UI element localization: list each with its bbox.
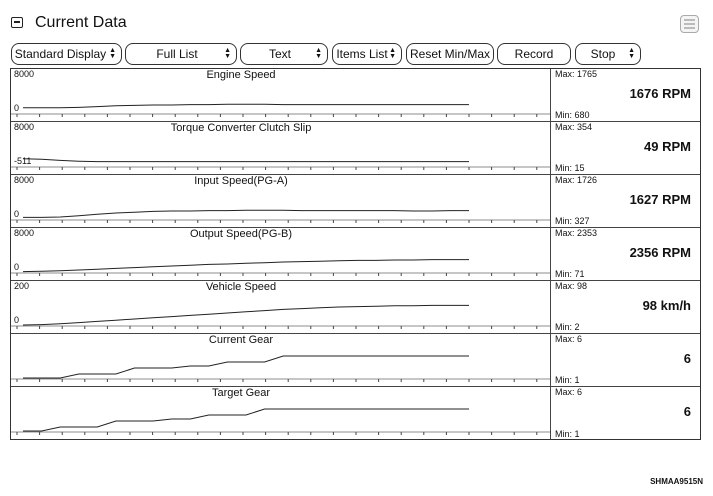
window-title: Current Data	[35, 14, 127, 31]
list-select[interactable]	[125, 43, 237, 65]
value-panel	[552, 69, 700, 121]
parameter-name: Engine Speed	[206, 69, 276, 81]
current-value: 6	[683, 351, 691, 366]
record-label: Record	[514, 47, 554, 61]
record-button[interactable]	[497, 43, 571, 65]
updown-icon: ▲ ▼	[109, 47, 116, 60]
value-panel	[552, 387, 700, 440]
min-label: Min: 15	[555, 163, 585, 173]
max-label: Max: 6	[555, 387, 583, 397]
scale-min-label: 0	[14, 103, 20, 113]
items-list-select[interactable]	[332, 43, 402, 65]
current-value: 98 km/h	[642, 298, 691, 313]
title-bar	[8, 8, 703, 38]
scale-min-label: 0	[14, 262, 20, 272]
trace-line	[23, 356, 469, 378]
scale-max-label: 8000	[14, 175, 35, 185]
value-panel	[552, 228, 700, 280]
trend-chart	[11, 69, 551, 121]
trend-chart	[11, 175, 551, 227]
data-row[interactable]	[11, 228, 700, 281]
trace-line	[23, 210, 469, 217]
trend-chart	[11, 281, 551, 333]
items-list-label: Items List	[336, 47, 388, 61]
min-label: Min: 2	[555, 322, 580, 332]
trend-graph	[11, 69, 551, 121]
trend-graph	[11, 334, 551, 386]
trend-graph	[11, 281, 551, 333]
trace-line	[23, 409, 469, 431]
parameter-name: Output Speed(PG-B)	[189, 228, 293, 240]
updown-icon: ▲ ▼	[315, 47, 322, 60]
figure-code: SHMAA9515N	[650, 477, 703, 486]
trace-line	[23, 159, 469, 162]
max-label: Max: 354	[555, 122, 593, 132]
scale-max-label: 8000	[14, 122, 35, 132]
min-label: Min: 71	[555, 269, 585, 279]
current-value: 6	[683, 404, 691, 419]
value-panel	[552, 281, 700, 333]
toolbar	[11, 43, 701, 65]
trace-line	[23, 260, 469, 272]
data-row[interactable]	[11, 281, 700, 334]
value-panel	[552, 175, 700, 227]
parameter-name: Input Speed(PG-A)	[194, 175, 288, 187]
data-row[interactable]	[11, 387, 700, 440]
data-row[interactable]	[11, 175, 700, 228]
trace-line	[23, 305, 469, 325]
data-panel	[10, 68, 701, 440]
max-label: Max: 2353	[555, 228, 598, 238]
scale-max-label: 8000	[14, 228, 35, 238]
scale-max-label: 200	[14, 281, 30, 291]
window-icon	[11, 17, 23, 28]
min-label: Min: 327	[555, 216, 590, 226]
data-row[interactable]	[11, 69, 700, 122]
trend-graph	[11, 228, 551, 280]
trend-graph	[11, 175, 551, 227]
max-label: Max: 1765	[555, 69, 598, 79]
reset-min-max-button[interactable]	[406, 43, 494, 65]
trend-chart	[11, 387, 551, 439]
trend-chart	[11, 228, 551, 280]
data-row[interactable]	[11, 122, 700, 175]
min-label: Min: 1	[555, 375, 580, 385]
min-label: Min: 1	[555, 429, 580, 439]
scale-min-label: 0	[14, 315, 20, 325]
trend-graph	[11, 387, 551, 440]
data-row[interactable]	[11, 334, 700, 387]
trend-chart	[11, 122, 551, 174]
max-label: Max: 6	[555, 334, 583, 344]
trace-line	[23, 104, 469, 108]
list-select-label: Full List	[156, 47, 198, 61]
trend-chart	[11, 334, 551, 386]
reset-min-max-label: Reset Min/Max	[409, 47, 491, 61]
stop-select[interactable]	[575, 43, 641, 65]
scale-min-label: 0	[14, 209, 20, 219]
parameter-name: Current Gear	[208, 334, 274, 346]
min-label: Min: 680	[555, 110, 590, 120]
value-panel	[552, 334, 700, 386]
display-select-label: Standard Display	[14, 47, 107, 61]
mode-select-label: Text	[268, 47, 291, 61]
updown-icon: ▲ ▼	[389, 47, 396, 60]
scale-min-label: -511	[14, 156, 32, 166]
scale-max-label: 8000	[14, 69, 35, 79]
display-select[interactable]	[11, 43, 122, 65]
menu-grid-icon[interactable]	[680, 15, 699, 33]
updown-icon: ▲ ▼	[224, 47, 231, 60]
updown-icon: ▲ ▼	[628, 47, 635, 60]
mode-select[interactable]	[240, 43, 328, 65]
max-label: Max: 98	[555, 281, 588, 291]
parameter-name: Target Gear	[211, 387, 271, 399]
value-panel	[552, 122, 700, 174]
trend-graph	[11, 122, 551, 174]
max-label: Max: 1726	[555, 175, 598, 185]
current-value: 1627 RPM	[629, 192, 691, 207]
current-value: 49 RPM	[644, 139, 691, 154]
parameter-name: Vehicle Speed	[205, 281, 277, 293]
current-value: 2356 RPM	[629, 245, 691, 260]
parameter-name: Torque Converter Clutch Slip	[170, 122, 312, 134]
current-value: 1676 RPM	[629, 86, 691, 101]
stop-label: Stop	[590, 47, 616, 61]
